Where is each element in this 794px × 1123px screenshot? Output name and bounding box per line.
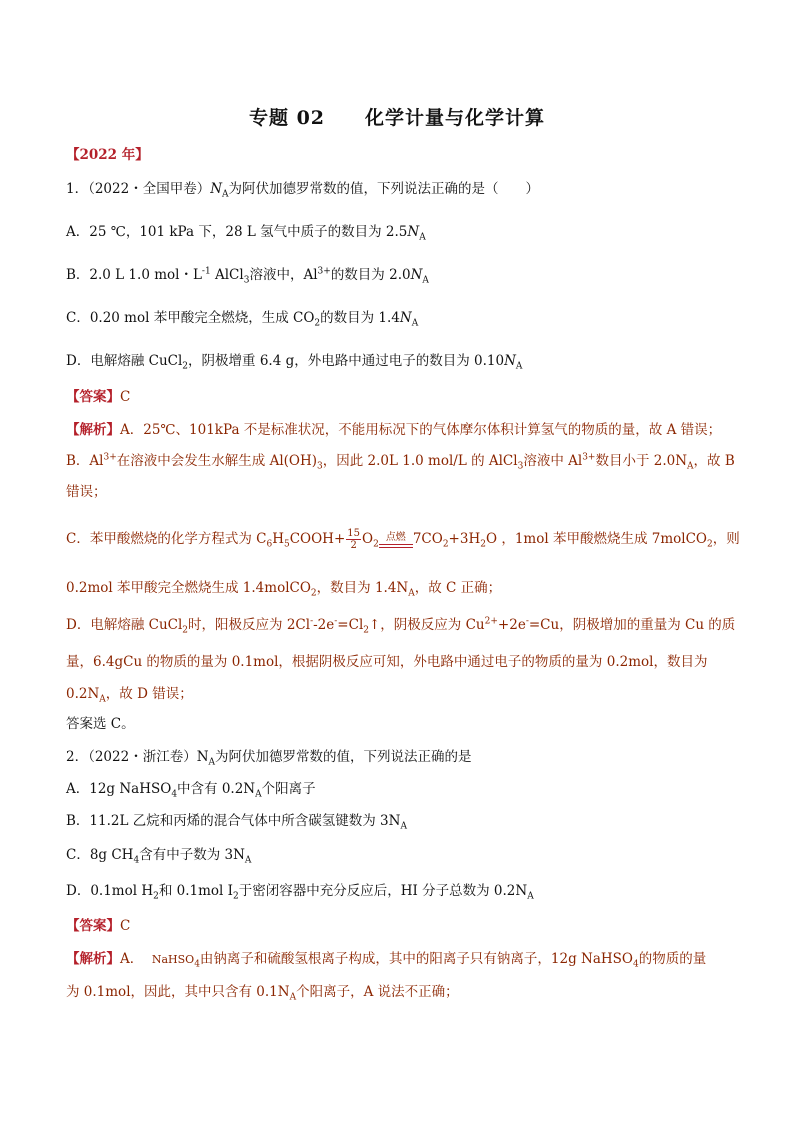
page-title xyxy=(0,103,794,130)
q1-option-b: B．2.0 L 1.0 mol・$L^{-1}$ AlCl$_3$溶液中，$Al^{3+}$的数目为 $2.0N_A$ xyxy=(66,266,429,286)
q1-option-a: A．25 ℃，101 kPa 下，28 L 氢气中质子的数目为 $2.5N_A$ xyxy=(66,224,426,243)
q1-answer: 【答案】C xyxy=(66,389,131,405)
q2-stem: 2．（2022・浙江卷）$N_A$为阿伏加德罗常数的值，下列说法正确的是 xyxy=(66,749,472,768)
q1-stem: 1．（2022・全国甲卷）$N_A$为阿伏加德罗常数的值，下列说法正确的是（ ） xyxy=(66,181,540,200)
q1-explanation-c: C．苯甲酸燃烧的化学方程式为 $C_6H_5COOH+$ $\frac{15}{2}$ $O_2$ 点燃 $7CO_2+3H_2O$ ，1mol 苯甲酸燃烧生成 7molCO$_2$，则 xyxy=(66,528,740,551)
q1-explanation-d-cont: 量，6.4gCu 的物质的量为 0.1mol，根据阴极反应可知，外电路中通过电子的物质的量为 0.2mol，数目为 xyxy=(66,654,708,670)
q1-option-d: D．电解熔融 CuCl$_2$，阴极增重 6.4 g，外电路中通过电子的数目为 $0.10N_A$ xyxy=(66,353,523,372)
year-tag: 【2022 年】 xyxy=(66,147,149,163)
title-topic-number: 专题 02 xyxy=(248,107,326,129)
reaction-arrow: 点燃 xyxy=(379,532,413,548)
q1-final-answer: 答案选 C。 xyxy=(66,716,135,732)
q2-option-b: B．11.2L 乙烷和丙烯的混合气体中所含碳氢键数为 $3N_A$ xyxy=(66,813,407,832)
q1-explanation-d-end: $0.2N_A$，故 D 错误； xyxy=(66,686,193,705)
q1-explanation-c-cont: 0.2mol 苯甲酸完全燃烧生成 1.4molCO$_2$，数目为 $1.4N_A$，故 C 正确； xyxy=(66,580,502,599)
q2-explanation-a-cont: 为 0.1mol，因此，其中只含有 $0.1N_A$个阳离子，A 说法不正确； xyxy=(66,984,459,1003)
title-topic-name: 化学计量与化学计算 xyxy=(365,107,546,129)
q1-explanation-a: 【解析】A．25℃、101kPa 不是标准状况，不能用标况下的气体摩尔体积计算氢气的物质的量，故 A 错误； xyxy=(66,422,722,438)
q2-option-d: D．0.1mol $H_2$和 0.1mol $I_2$于密闭容器中充分反应后，HI 分子总数为 $0.2N_A$ xyxy=(66,883,534,902)
q2-answer: 【答案】C xyxy=(66,918,131,934)
q1-option-c: C．0.20 mol 苯甲酸完全燃烧，生成 $CO_2$的数目为 $1.4N_A$ xyxy=(66,310,419,329)
q2-option-a: A．12g NaHSO$_4$中含有 $0.2N_A$个阳离子 xyxy=(66,781,316,800)
q1-explanation-d: D．电解熔融 CuCl$_2$时，阳极反应为 $2Cl^--2e^-=Cl_2↑$，阴极反应为 $Cu^{2+}+2e^-=Cu$，阴极增加的重量为 Cu 的质 xyxy=(66,616,736,636)
q2-explanation-a: 【解析】A． NaHSO$_4$由钠离子和硫酸氢根离子构成，其中的阳离子只有钠离子，12g NaHSO$_4$的物质的量 xyxy=(66,951,707,970)
fraction: $\frac{15}{2}$ xyxy=(347,528,360,551)
q1-explanation-b-cont: 错误； xyxy=(66,484,107,500)
q2-option-c: C．8g $CH_4$含有中子数为 $3N_A$ xyxy=(66,847,252,866)
q1-explanation-b: B．$Al^{3+}$在溶液中会发生水解生成 $Al(OH)_3$，因此 2.0L 1.0 mol/L 的 AlCl$_3$溶液中 $Al^{3+}$数目小于 $2.0N_A$，故 B xyxy=(66,452,735,472)
